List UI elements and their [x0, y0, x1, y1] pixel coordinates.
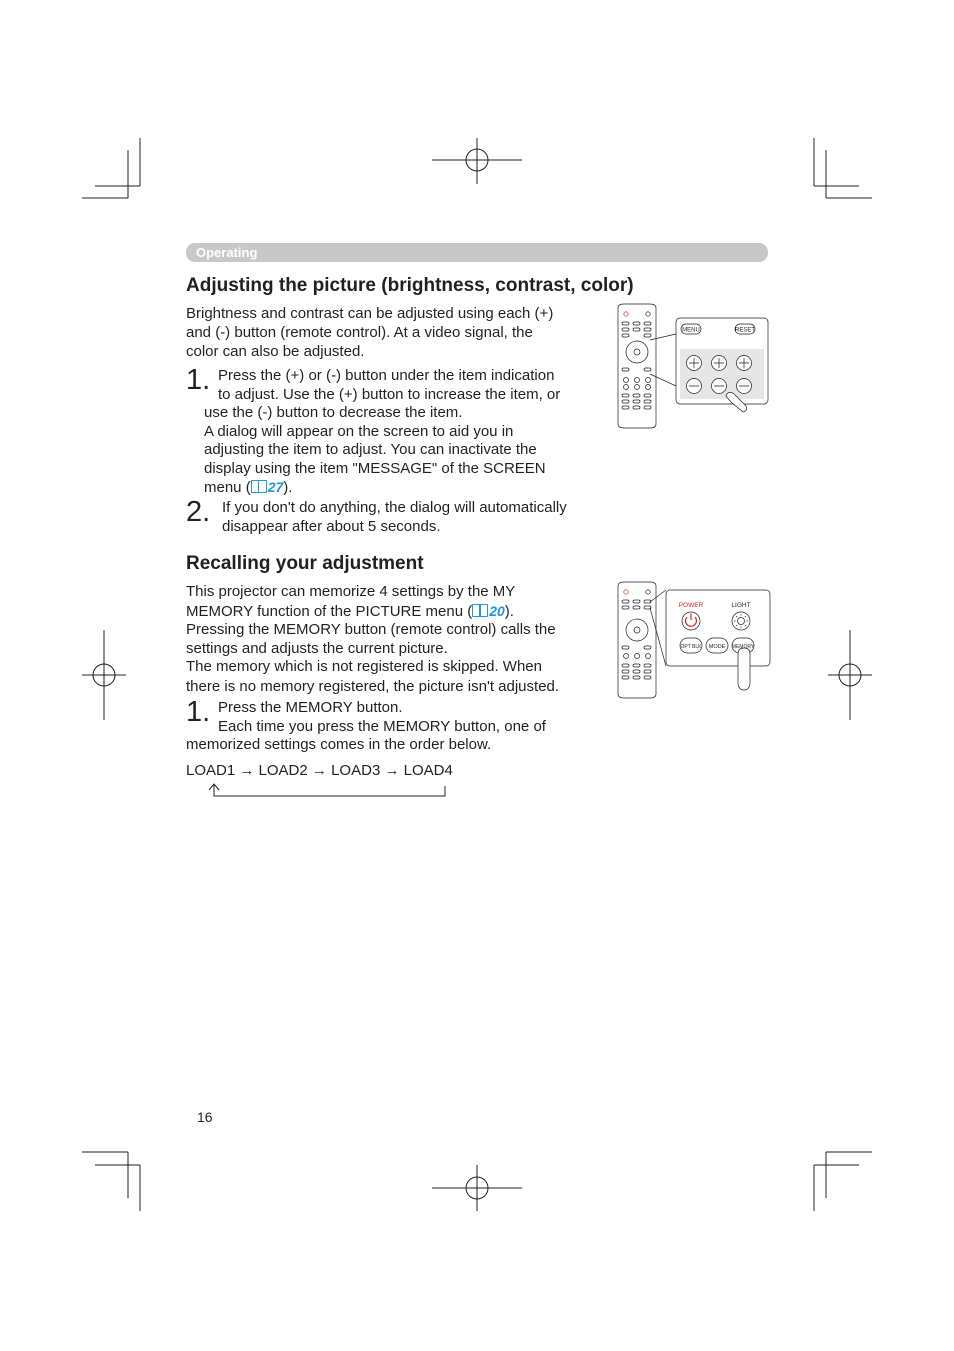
loop-back-arrow	[200, 780, 450, 800]
remote-illustration-memory	[610, 578, 772, 702]
page-reference-link[interactable]: 20	[489, 602, 505, 619]
sequence-item: LOAD4	[403, 762, 453, 779]
section1-step2-text: If you don't do anything, the dialog will automatically disappear after about 5 seconds.	[222, 499, 567, 535]
page-reference-link[interactable]: 27	[267, 479, 284, 495]
section1-step1-text: Press the (+) or (-) button under the item indication to adjust. Use the (+) button to increase the item, or use the (-) button to decrease the item. A dialog will appear on the screen to aid you in adjusting the item to adjust. You can inactivate the display using the item "MESSAGE" of the SCREEN menu ( 27).	[204, 367, 604, 498]
reference-line: menu ( 27).	[204, 479, 293, 496]
arrow-right-icon: →	[311, 762, 327, 779]
section-title-recalling: Recalling your adjustment	[186, 553, 424, 574]
step-number: 1.	[186, 696, 211, 728]
section-header-bar	[186, 243, 768, 262]
step-number: 1.	[186, 364, 211, 396]
arrow-right-icon: →	[384, 762, 400, 779]
arrow-right-icon: →	[239, 762, 255, 779]
remote-menu-label: MENU	[682, 327, 700, 334]
remote-memory-label: MEMORY	[731, 644, 755, 650]
book-icon	[251, 480, 267, 493]
step-number: 2.	[186, 496, 211, 528]
sequence-item: LOAD1	[186, 762, 236, 779]
remote-power-label: POWER	[678, 602, 704, 609]
remote-illustration-menu	[610, 300, 770, 432]
remote-reset-label: RESET	[734, 327, 756, 334]
remote-mode-label: MODE	[708, 644, 726, 650]
page-number: 16	[197, 1109, 213, 1125]
section1-intro: Brightness and contrast can be adjusted using each (+) and (-) button (remote control). At a video signal, the color can also be adjusted.	[186, 305, 554, 360]
section2-intro: This projector can memorize 4 settings by the MY MEMORY function of the PICTURE menu ( 20). Pressing the MEMORY button (remote control) calls the settings and adjusts the current picture. The memory which is not registered is skipped. When there is no memory registered, the picture isn't adjusted.	[186, 583, 560, 695]
section2-step1-continuation: memorized settings comes in the order below.	[186, 736, 492, 753]
section-header-label: Operating	[196, 245, 258, 260]
sequence-item: LOAD3	[331, 762, 381, 779]
section-title-adjusting: Adjusting the picture (brightness, contrast, color)	[186, 275, 634, 296]
sequence-item: LOAD2	[258, 762, 308, 779]
remote-light-label: LIGHT	[731, 602, 751, 609]
book-icon	[472, 604, 488, 617]
remote-optblk-label: OPT BLK	[680, 644, 702, 650]
load-sequence	[186, 762, 453, 781]
section2-step1-text: Press the MEMORY button. Each time you press the MEMORY button, one of	[218, 699, 546, 735]
